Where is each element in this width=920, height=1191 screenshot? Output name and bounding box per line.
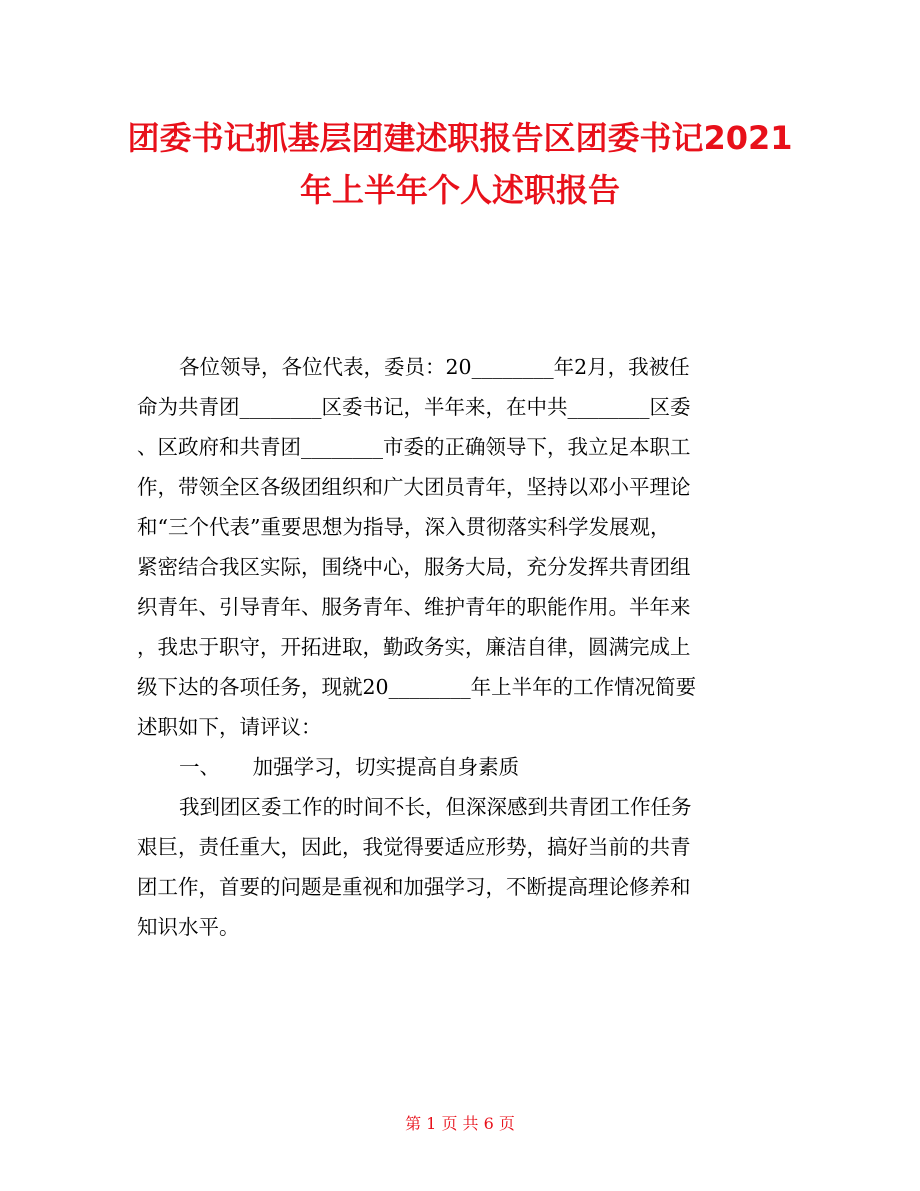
paragraph-line: 、区政府和共青团________市委的正确领导下，我立足本职工 [137,435,691,459]
paragraph-line: 和“三个代表”重要思想为指导，深入贯彻落实科学发展观， [137,515,671,539]
document-body [137,347,787,947]
paragraph-line: 述职如下，请评议： [137,715,322,739]
paragraph-line: 知识水平。 [137,915,240,939]
title-line: 年上半年个人述职报告 [299,171,620,209]
section-heading: 一、 加强学习，切实提高自身素质 [179,755,520,779]
title-line: 团委书记抓基层团建述职报告区团委书记2021 [127,119,793,157]
page-footer: 第 1 页 共 6 页 [405,1114,515,1133]
paragraph-line: 团工作，首要的问题是重视和加强学习，不断提高理论修养和 [137,875,691,899]
paragraph-line: 作，带领全区各级团组织和广大团员青年，坚持以邓小平理论 [137,475,691,499]
paragraph-line: 各位领导，各位代表，委员：20________年2月，我被任 [179,355,690,379]
paragraph-line: 我到团区委工作的时间不长，但深深感到共青团工作任务 [179,795,692,819]
document-title [100,112,820,216]
paragraph-line: 艰巨，责任重大，因此，我觉得要适应形势，搞好当前的共青 [137,835,691,859]
paragraph-line: 命为共青团________区委书记，半年来，在中共________区委 [137,395,691,419]
paragraph-line: ，我忠于职守，开拓进取，勤政务实，廉洁自律，圆满完成上 [137,635,691,659]
paragraph-line: 织青年、引导青年、服务青年、维护青年的职能作用。半年来 [137,595,691,619]
paragraph-line: 级下达的各项任务，现就20________年上半年的工作情况简要 [137,675,697,699]
paragraph-line: 紧密结合我区实际，围绕中心，服务大局，充分发挥共青团组 [137,555,691,579]
